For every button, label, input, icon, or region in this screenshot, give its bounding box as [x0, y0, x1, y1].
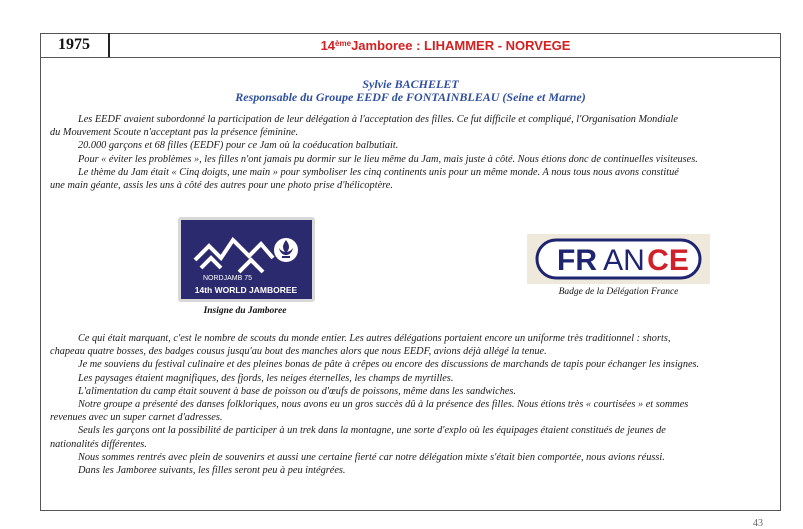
hands-mountain-shape [195, 240, 273, 260]
title-superscript: ème [335, 38, 352, 48]
france-badge-graphic [527, 234, 710, 284]
france-badge-caption: Badge de la Délégation France [558, 287, 679, 297]
france-text-an: AN [603, 244, 645, 277]
text-line: Seuls les garçons ont la possibilité de participer à un trek dans la montagne, une sorte d'explo où les équipages étaient constitués de jeunes de [78, 425, 666, 437]
page-number: 43 [753, 518, 763, 529]
jamboree-badge [178, 217, 315, 302]
year-cell: 1975 [40, 33, 110, 57]
text-line: Ce qui était marquant, c'est le nombre de scouts du monde entier. Les autres délégations portaient encore un uniforme très traditionnel : shorts, [78, 333, 671, 344]
text-line: Notre groupe a présenté des danses folkloriques, nous avons eu un gros succès dû à la présence des filles. Nous étions très « courtisées » et sommes [78, 399, 689, 411]
text-line: Pour « éviter les problèmes », les filles n'ont jamais pu dormir sur le lieu même du Jam, mais juste à côté. Nous étions donc de continuelles visiteuses. [78, 153, 698, 165]
france-badge [527, 234, 710, 284]
fleur-de-lis-icon [274, 238, 298, 262]
author-role: Responsable du Groupe EEDF de FONTAINBLEAU (Seine et Marne) [235, 90, 586, 104]
text-block-top [50, 113, 778, 192]
france-text-fr: FR [557, 244, 597, 277]
text-line: une main géante, assis les uns à côté des autres pour une photo prise d'hélicoptère. [50, 180, 393, 192]
text-line: du Mouvement Scoute n'acceptant pas la présence féminine. [50, 127, 299, 139]
hand-lower-right [239, 260, 263, 272]
hand-lower-left [201, 258, 221, 268]
text-line: 20.000 garçons et 68 filles (EEDF) pour ce Jam où la coéducation balbutiait. [78, 140, 399, 152]
badge-line1: NORDJAMB 75 [203, 275, 253, 282]
text-line: L'alimentation du camp était souvent à base de poisson ou d'œufs de poissons, même dans les sandwiches. [78, 385, 516, 397]
text-line: Le thème du Jam était « Cinq doigts, une main » pour symboliser les cinq continents unis pour un même monde. A nous tous nous avons constitué [78, 166, 679, 178]
title-number: 14 [320, 37, 336, 53]
jamboree-badge-caption: Insigne du Jamboree [203, 306, 287, 316]
text-line: Dans les Jamboree suivants, les filles seront peu à peu intégrées. [78, 465, 346, 477]
text-block-bottom [50, 332, 778, 477]
header-bar [40, 33, 781, 58]
page-title [110, 33, 781, 57]
text-line: nationalités différentes. [50, 438, 147, 450]
text-line: Je me souviens du festival culinaire et des pleines bonas de pâte à crêpes ou encore des discussions de marchands de tapis pour échanger les insignes. [78, 359, 700, 371]
jamboree-badge-emblem [181, 220, 312, 299]
text-line: Les EEDF avaient subordonné la participation de leur délégation à l'acceptation des filles. Ce fut difficile et compliqué, l'Organisation Mondiale [78, 114, 678, 125]
author-name: Sylvie BACHELET [362, 77, 459, 91]
text-line: Nous sommes rentrés avec plein de souvenirs et aussi une certaine fierté car notre délégation mixte s'était bien comportée, nous avions réussi. [78, 451, 665, 463]
text-line: revenues avec un super carnet d'adresses. [50, 412, 223, 424]
title-text: Jamboree : LIHAMMER - NORVEGE [351, 37, 571, 53]
text-line: Les paysages étaient magnifiques, des fjords, les neiges éternelles, les champs de myrtilles. [78, 372, 454, 384]
badge-line2: 14th WORLD JAMBOREE [194, 285, 298, 295]
france-text-ce: CE [647, 244, 689, 277]
text-line: chapeau quatre bosses, des badges cousus jusqu'au bout des manches alors que nous EEDF, avions déjà allégé la tenue. [50, 346, 547, 358]
